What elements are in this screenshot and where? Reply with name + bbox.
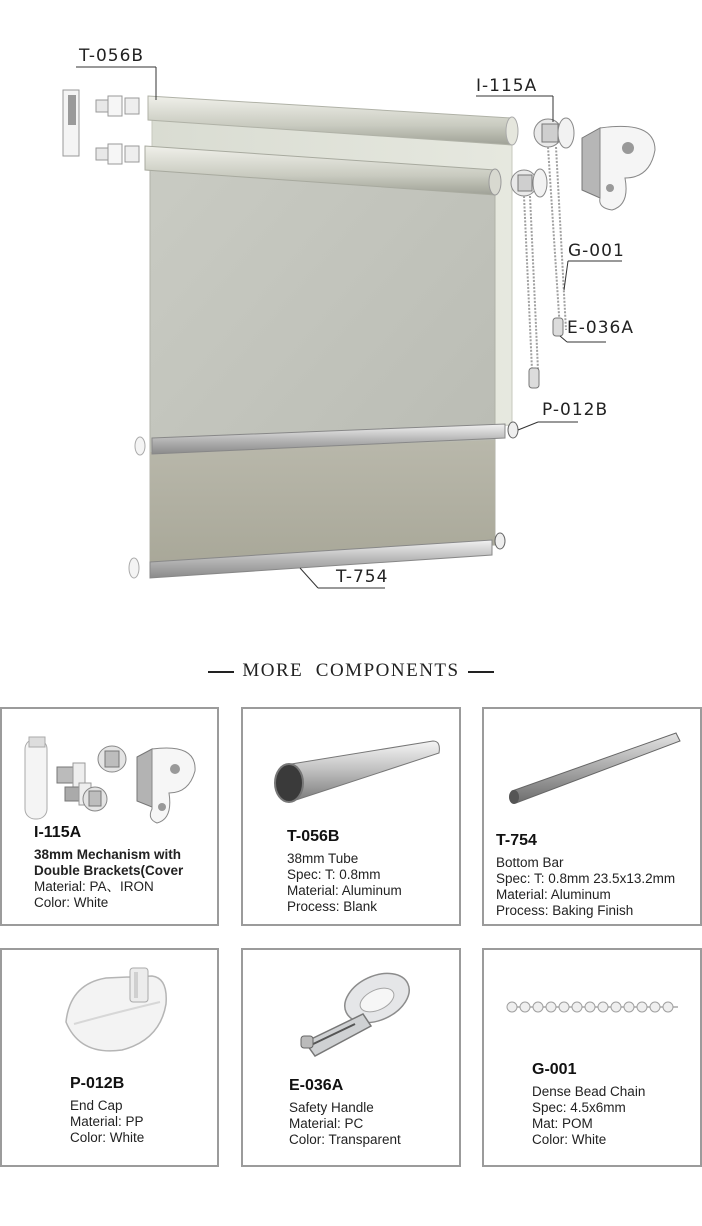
left-plug-top [96, 96, 139, 116]
card-line: Color: White [34, 895, 109, 910]
card-info [496, 833, 675, 919]
right-clutch-bottom [511, 169, 547, 197]
card-line: Color: Transparent [289, 1132, 401, 1147]
section-heading [0, 660, 702, 682]
card-code: G-001 [532, 1061, 577, 1078]
card-code: T-056B [287, 828, 340, 845]
callout-endcap: P-012B [542, 400, 609, 420]
card-line: Double Brackets(Cover [34, 863, 184, 878]
card-line: End Cap [70, 1098, 123, 1113]
card-line: Material: PP [70, 1114, 144, 1129]
component-card-mechanism [0, 707, 219, 926]
card-info [70, 1076, 144, 1146]
component-card-handle [241, 948, 461, 1167]
card-code: E-036A [289, 1077, 344, 1094]
card-info [34, 825, 183, 911]
component-card-bottom-bar [482, 707, 702, 926]
card-line: Spec: T: 0.8mm 23.5x13.2mm [496, 871, 676, 886]
card-info [287, 829, 402, 915]
component-card-chain [482, 948, 702, 1167]
card-line: Material: PA、IRON [34, 879, 154, 894]
component-card-endcap [0, 948, 219, 1167]
bead-chain-image [506, 995, 686, 1025]
callout-handle: E-036A [567, 318, 634, 338]
card-line: Spec: 4.5x6mm [532, 1100, 626, 1115]
card-code: I-115A [34, 824, 82, 841]
component-card-tube [241, 707, 461, 926]
right-clutch-top [534, 118, 574, 148]
card-line: 38mm Mechanism with [34, 847, 182, 862]
card-line: Spec: T: 0.8mm [287, 867, 381, 882]
card-line: Material: Aluminum [287, 883, 402, 898]
card-code: P-012B [70, 1075, 125, 1092]
tube-image [263, 729, 453, 819]
callout-chain: G-001 [568, 241, 625, 261]
left-plug-bottom [96, 144, 139, 164]
bottom-bar-image [502, 727, 702, 817]
card-line: Safety Handle [289, 1100, 374, 1115]
callout-mechanism: I-115A [476, 76, 538, 96]
card-line: Color: White [532, 1132, 607, 1147]
handle-image [293, 968, 423, 1068]
card-line: 38mm Tube [287, 851, 359, 866]
mechanism-image [17, 727, 217, 832]
heading-rule-left [208, 671, 234, 673]
right-bracket [582, 126, 655, 210]
callout-bottom-bar: T-754 [336, 567, 389, 587]
heading-rule-right [468, 671, 494, 673]
card-line: Process: Blank [287, 899, 378, 914]
card-line: Material: PC [289, 1116, 364, 1131]
endcap-image [60, 964, 180, 1064]
card-code: T-754 [496, 832, 537, 849]
callout-tube: T-056B [79, 46, 145, 66]
card-line: Dense Bead Chain [532, 1084, 646, 1099]
card-line: Bottom Bar [496, 855, 564, 870]
card-line: Color: White [70, 1130, 145, 1145]
card-info [289, 1078, 401, 1148]
card-line: Mat: POM [532, 1116, 593, 1131]
card-info [532, 1062, 645, 1148]
card-line: Material: Aluminum [496, 887, 611, 902]
card-line: Process: Baking Finish [496, 903, 634, 918]
heading-text: MORE COMPONENTS [242, 660, 460, 681]
